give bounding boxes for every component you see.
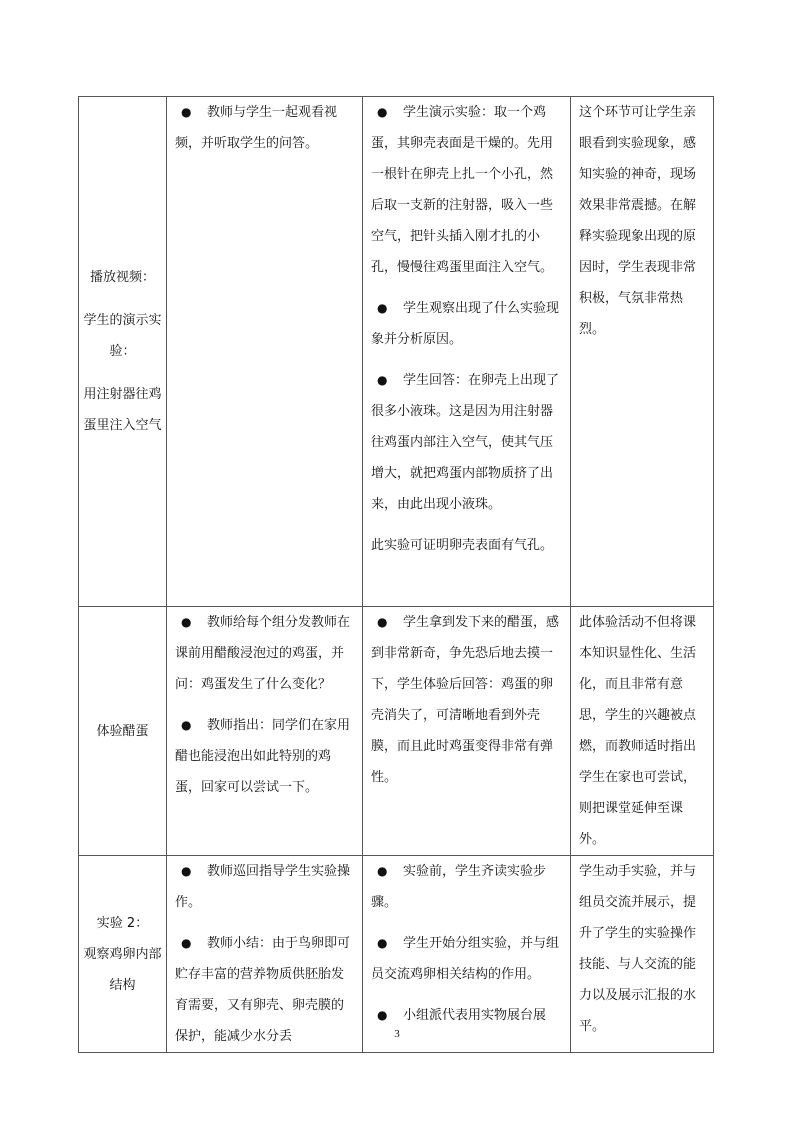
student-activity-text: 实验前，学生齐读实验步骤。 — [371, 864, 547, 910]
teacher-activity-cell — [167, 856, 363, 1053]
lesson-table — [78, 96, 714, 1053]
student-activity-text: 学生拿到发下来的醋蛋，感到非常新奇，争先恐后地去摸一下，学生体验后回答：鸡蛋的卵壳消失了，可清晰地看到外壳膜，而且此时鸡蛋变得非常有弹性。 — [371, 615, 560, 785]
bullet-icon: ● — [181, 615, 192, 629]
stage-label: 体验醋蛋 — [96, 723, 149, 739]
list-item — [175, 710, 354, 803]
stage-label-cell — [79, 856, 167, 1053]
stage-label: 播放视频： — [89, 270, 155, 285]
bullet-icon: ● — [377, 105, 388, 119]
bullet-icon: ● — [181, 936, 192, 950]
stage-label: 用注射器往鸡蛋里注入空气 — [83, 387, 162, 433]
list-item — [371, 607, 562, 793]
table-row — [79, 607, 714, 856]
student-activity-text: 学生演示实验：取一个鸡蛋，其卵壳表面是干燥的。先用一根针在卵壳上扎一个小孔，然后取一支新的注射器，吸入一些空气，把针头插入刚才扎的小孔，慢慢往鸡蛋里面注入空气。 — [371, 105, 554, 275]
design-intent-text: 这个环节可让学生亲眼看到实验现象，感知实验的神奇，现场效果非常震撼。在解释实验现象出现的原因时，学生表现非常积极，气氛非常热烈。 — [579, 105, 697, 337]
list-item — [371, 365, 562, 520]
teacher-activity-text: 教师小结：由于鸟卵即可贮存丰富的营养物质供胚胎发育需要，又有卵壳、卵壳膜的保护，能减少水分丢 — [175, 936, 351, 1044]
bullet-icon: ● — [377, 301, 388, 315]
bullet-icon: ● — [181, 105, 192, 119]
teacher-activity-text: 教师给每个组分发教师在课前用醋酸浸泡过的鸡蛋，并问：鸡蛋发生了什么变化？ — [175, 615, 351, 692]
design-intent-text: 学生动手实验，并与组员交流并展示，提升了学生的实验操作技能、与人交流的能力以及展示汇报的水平。 — [579, 864, 697, 1034]
student-activity-cell — [363, 856, 571, 1053]
list-item — [371, 856, 562, 918]
stage-label: 学生的演示实验： — [83, 313, 162, 359]
list-item — [175, 607, 354, 700]
student-activity-text: 学生观察出现了什么实验现象并分析原因。 — [371, 301, 560, 347]
teacher-activity-text: 教师巡回指导学生实验操作。 — [175, 864, 351, 910]
bullet-icon: ● — [377, 373, 388, 387]
bullet-icon: ● — [377, 936, 388, 950]
stage-label-cell — [79, 97, 167, 607]
student-activity-text: 学生回答：在卵壳上出现了很多小液珠。这是因为用注射器往鸡蛋内部注入空气，使其气压增大，就把鸡蛋内部物质挤了出来，由此出现小液珠。 — [371, 373, 560, 512]
design-intent-cell — [571, 97, 714, 607]
stage-label: 观察鸡卵内部结构 — [83, 946, 162, 993]
list-item — [371, 293, 562, 355]
design-intent-cell — [571, 607, 714, 856]
teacher-activity-text: 教师与学生一起观看视频，并听取学生的问答。 — [175, 105, 338, 151]
teacher-activity-cell — [167, 97, 363, 607]
table-row — [79, 97, 714, 607]
bullet-icon: ● — [181, 864, 192, 878]
bullet-icon: ● — [377, 615, 388, 629]
list-item — [371, 97, 562, 283]
student-activity-cell — [363, 97, 571, 607]
student-note: 此实验可证明卵壳表面有气孔。 — [371, 538, 554, 553]
list-item — [175, 97, 354, 159]
bullet-icon: ● — [377, 1008, 388, 1022]
list-item — [175, 856, 354, 918]
bullet-icon: ● — [181, 718, 192, 732]
bullet-icon: ● — [377, 864, 388, 878]
student-activity-text: 小组派代表用实物展台展 — [403, 1008, 547, 1023]
table-row — [79, 856, 714, 1053]
teacher-activity-text: 教师指出：同学们在家用醋也能浸泡出如此特别的鸡蛋，回家可以尝试一下。 — [175, 718, 351, 795]
list-item — [371, 928, 562, 990]
student-activity-text: 学生开始分组实验，并与组员交流鸡卵相关结构的作用。 — [371, 936, 560, 982]
student-activity-cell — [363, 607, 571, 856]
stage-label-cell — [79, 607, 167, 856]
page-number: 3 — [394, 1028, 400, 1040]
design-intent-cell — [571, 856, 714, 1053]
design-intent-text: 此体验活动不但将课本知识显性化、生活化，而且非常有意思，学生的兴趣被点燃，而教师适时指出学生在家也可尝试，则把课堂延伸至课外。 — [579, 615, 697, 847]
stage-label: 实验 2： — [96, 915, 149, 931]
teacher-activity-cell — [167, 607, 363, 856]
